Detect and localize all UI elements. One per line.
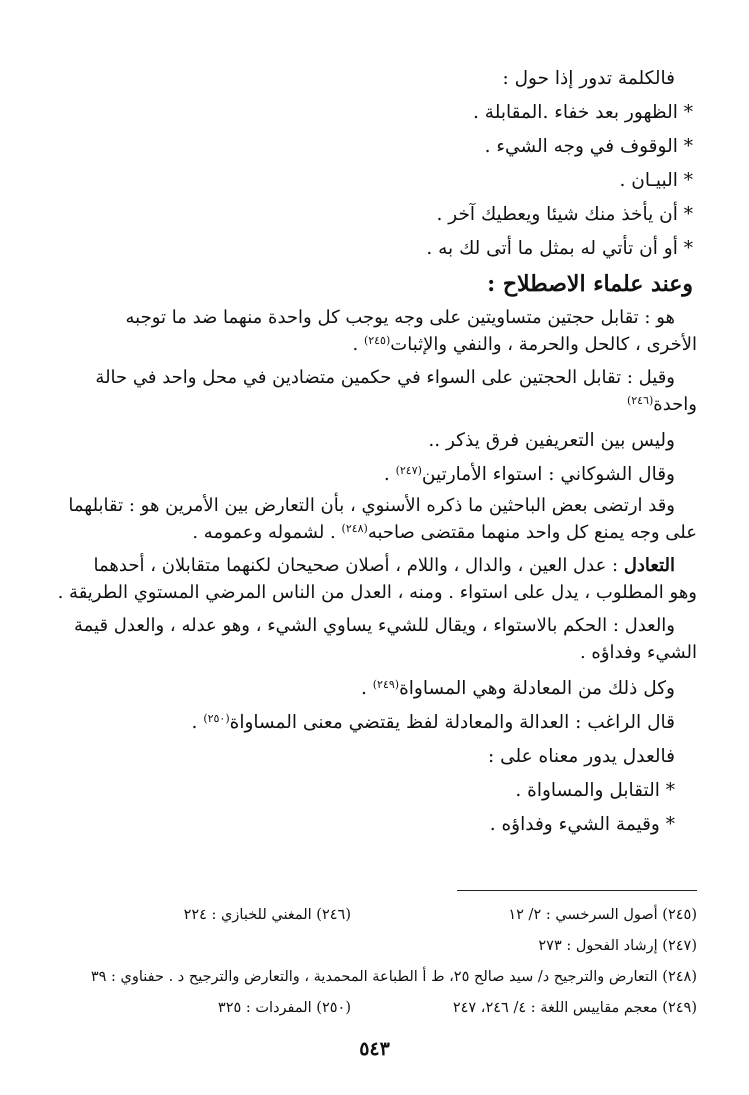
footnote-row-3 — [60, 962, 697, 993]
footnote-247: (٢٤٧) إرشاد الفحول : ٢٧٣ — [538, 938, 697, 954]
intro-line: فالكلمة تدور إذا حول : — [502, 68, 675, 89]
footnote-ref-248: (٢٤٨) — [341, 522, 368, 535]
definition-1-end: . — [352, 334, 364, 355]
meaning-item-2: * الوقوف في وجه الشيء . — [484, 136, 693, 157]
asnawi-paragraph — [60, 492, 697, 546]
definition-1 — [60, 304, 697, 358]
taadul-paragraph — [57, 552, 697, 606]
asnawi-end: . لشموله وعمومه . — [192, 522, 342, 543]
muadala-line — [60, 672, 697, 706]
definition-1-line-2 — [60, 331, 697, 358]
muadala-text: وكل ذلك من المعادلة وهي المساواة — [399, 678, 675, 699]
adl-meaning-line: فالعدل يدور معناه على : — [487, 746, 675, 767]
footnote-245: (٢٤٥) أصول السرخسي : ٢/ ١٢ — [508, 907, 697, 923]
footnote-249: (٢٤٩) معجم مقاييس اللغة : ٤/ ٢٤٦، ٢٤٧ — [452, 1000, 697, 1016]
footnote-row-4 — [60, 993, 697, 1024]
meaning-item-4: * أن يأخذ منك شيئا ويعطيك آخر . — [436, 204, 693, 225]
adl-item-1: * التقابل والمساواة . — [515, 780, 675, 801]
definition-2 — [60, 364, 697, 418]
asnawi-line-1: وقد ارتضى بعض الباحثين ما ذكره الأسنوي ، بأن التعارض بين الأمرين هو : تقابلهما — [68, 495, 675, 516]
definition-2-text: واحدة — [653, 394, 697, 415]
adl-paragraph — [60, 612, 697, 666]
taadul-line-1 — [60, 552, 697, 579]
definition-2-line-2 — [60, 391, 697, 418]
shawkani-end: . — [383, 464, 396, 485]
taadul-term: التعادل — [623, 555, 675, 576]
asnawi-line-2 — [60, 519, 697, 546]
page-number: ٥٤٣ — [359, 1038, 390, 1060]
meaning-item-5: * أو أن تأتي له بمثل ما أتى لك به . — [426, 238, 693, 259]
adl-line-2: الشيء وفداؤه . — [579, 642, 697, 663]
raghib-line — [60, 706, 697, 740]
footnote-row-1 — [60, 900, 697, 931]
footnote-ref-246: (٢٤٦) — [626, 394, 654, 407]
footnote-ref-245: (٢٤٥) — [363, 334, 391, 347]
section-heading: وعند علماء الاصطلاح : — [487, 271, 693, 297]
adl-line-1: والعدل : الحكم بالاستواء ، ويقال للشيء يساوي الشيء ، وهو عدله ، والعدل قيمة — [73, 615, 675, 636]
taadul-line-2: وهو المطلوب ، يدل على استواء . ومنه ، العدل من الناس المرضي المستوي الطريقة . — [57, 582, 697, 603]
shawkani-text: وقال الشوكاني : استواء الأمارتين — [421, 464, 675, 485]
footnote-ref-249: (٢٤٩) — [372, 678, 400, 691]
no-difference-line: وليس بين التعريفين فرق يذكر .. — [428, 430, 675, 451]
definition-2-line-1: وقيل : تقابل الحجتين على السواء في حكمين متضادين في محل واحد في حالة — [95, 367, 675, 388]
definition-1-text: الأخرى ، كالحل والحرمة ، والنفي والإثبات — [390, 334, 697, 355]
taadul-text: : عدل العين ، والدال ، واللام ، أصلان صحيحان لكنهما متقابلان ، أحدهما — [93, 555, 624, 576]
footnote-248: (٢٤٨) التعارض والترجيح د/ سيد صالح ٢٥، ط أ الطباعة المحمدية ، والتعارض والترجيح د . حفناوي : ٣٩ — [90, 969, 697, 985]
footnote-divider — [457, 890, 697, 891]
shawkani-line — [60, 458, 697, 492]
raghib-text: قال الراغب : العدالة والمعادلة لفظ يقتضي معنى المساواة — [229, 712, 675, 733]
footnote-250: (٢٥٠) المفردات : ٣٢٥ — [217, 1000, 351, 1016]
raghib-end: . — [191, 712, 204, 733]
meaning-item-1: * الظهور بعد خفاء .المقابلة . — [473, 102, 693, 123]
page-body — [57, 62, 697, 842]
footnote-246: (٢٤٦) المغني للخبازي : ٢٢٤ — [183, 907, 351, 923]
definition-1-line-1: هو : تقابل حجتين متساويتين على وجه يوجب كل واحدة منهما ضد ما توجبه — [125, 307, 675, 328]
footnotes — [60, 900, 697, 1024]
footnote-ref-250: (٢٥٠) — [203, 712, 230, 725]
asnawi-text: على وجه يمنع كل واحد منهما مقتضى صاحبه — [367, 522, 697, 543]
muadala-end: . — [360, 678, 373, 699]
adl-item-2: * وقيمة الشيء وفداؤه . — [489, 814, 675, 835]
meaning-item-3: * البيـان . — [619, 170, 693, 191]
footnote-row-2 — [60, 931, 697, 962]
footnote-ref-247: (٢٤٧) — [395, 464, 422, 477]
